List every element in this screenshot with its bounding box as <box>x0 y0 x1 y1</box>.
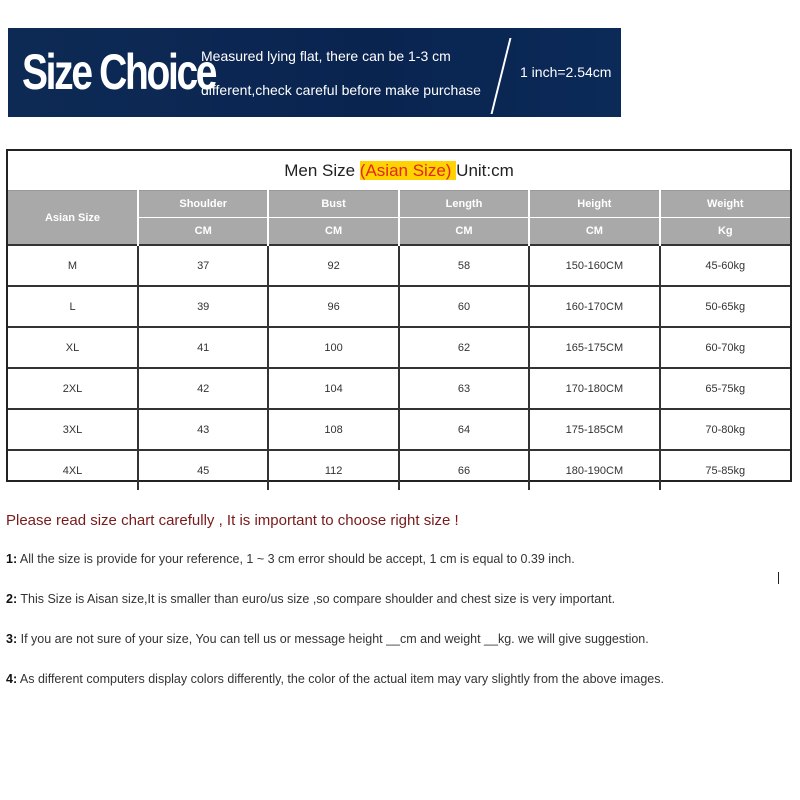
table-row <box>8 368 790 409</box>
cell-size: 4XL <box>8 450 138 490</box>
cell-length: 63 <box>399 368 529 409</box>
unit-shoulder: CM <box>138 218 268 246</box>
cell-size: XL <box>8 327 138 368</box>
cell-weight: 75-85kg <box>660 450 790 490</box>
cell-weight: 70-80kg <box>660 409 790 450</box>
cell-weight: 65-75kg <box>660 368 790 409</box>
cell-bust: 92 <box>268 245 398 286</box>
cell-height: 170-180CM <box>529 368 659 409</box>
cell-weight: 50-65kg <box>660 286 790 327</box>
table-caption <box>8 151 790 191</box>
cell-shoulder: 43 <box>138 409 268 450</box>
cell-shoulder: 45 <box>138 450 268 490</box>
cell-bust: 96 <box>268 286 398 327</box>
cell-size: L <box>8 286 138 327</box>
cell-height: 180-190CM <box>529 450 659 490</box>
table-row <box>8 409 790 450</box>
banner-inch-conversion: 1 inch=2.54cm <box>520 64 612 80</box>
caption-highlight: (Asian Size) <box>359 160 457 180</box>
cell-length: 58 <box>399 245 529 286</box>
header-shoulder: Shoulder <box>138 191 268 218</box>
cell-shoulder: 37 <box>138 245 268 286</box>
cell-height: 160-170CM <box>529 286 659 327</box>
cell-shoulder: 41 <box>138 327 268 368</box>
size-choice-banner <box>8 28 621 117</box>
note-number: 4: <box>6 672 18 686</box>
cell-bust: 112 <box>268 450 398 490</box>
cell-height: 150-160CM <box>529 245 659 286</box>
text-cursor-mark <box>778 572 779 584</box>
header-asian-size: Asian Size <box>8 191 138 246</box>
cell-bust: 100 <box>268 327 398 368</box>
unit-weight: Kg <box>660 218 790 246</box>
note-2 <box>6 592 615 606</box>
note-number: 1: <box>6 552 18 566</box>
note-number: 3: <box>6 632 18 646</box>
unit-bust: CM <box>268 218 398 246</box>
cell-size: M <box>8 245 138 286</box>
table-row <box>8 450 790 490</box>
cell-shoulder: 42 <box>138 368 268 409</box>
note-3 <box>6 632 649 646</box>
cell-shoulder: 39 <box>138 286 268 327</box>
cell-size: 2XL <box>8 368 138 409</box>
header-bust: Bust <box>268 191 398 218</box>
banner-note-line2: different,check careful before make purchase <box>201 82 481 98</box>
size-chart-table <box>6 149 792 482</box>
cell-size: 3XL <box>8 409 138 450</box>
note-1 <box>6 552 575 566</box>
header-weight: Weight <box>660 191 790 218</box>
size-notice: Please read size chart carefully , It is important to choose right size ! <box>6 512 459 529</box>
cell-height: 175-185CM <box>529 409 659 450</box>
table-row <box>8 327 790 368</box>
unit-length: CM <box>399 218 529 246</box>
header-height: Height <box>529 191 659 218</box>
caption-prefix: Men Size <box>284 160 360 180</box>
cell-length: 64 <box>399 409 529 450</box>
cell-weight: 45-60kg <box>660 245 790 286</box>
note-number: 2: <box>6 592 18 606</box>
note-4 <box>6 672 664 686</box>
table-row <box>8 245 790 286</box>
cell-bust: 108 <box>268 409 398 450</box>
note-text: As different computers display colors differently, the color of the actual item may vary slightly from the above images. <box>17 672 664 686</box>
caption-unit: Unit:cm <box>456 160 514 180</box>
cell-length: 60 <box>399 286 529 327</box>
note-text: If you are not sure of your size, You can tell us or message height __cm and weight __kg. we will give suggestion. <box>17 632 649 646</box>
header-length: Length <box>399 191 529 218</box>
cell-weight: 60-70kg <box>660 327 790 368</box>
banner-note-line1: Measured lying flat, there can be 1-3 cm <box>201 48 451 64</box>
cell-bust: 104 <box>268 368 398 409</box>
cell-length: 66 <box>399 450 529 490</box>
banner-title: Size Choice <box>22 44 216 100</box>
note-text: All the size is provide for your reference, 1 ~ 3 cm error should be accept, 1 cm is equal to 0.39 inch. <box>17 552 575 566</box>
note-text: This Size is Aisan size,It is smaller than euro/us size ,so compare shoulder and chest size is very important. <box>17 592 616 606</box>
banner-divider <box>491 38 512 114</box>
cell-length: 62 <box>399 327 529 368</box>
table-row <box>8 286 790 327</box>
unit-height: CM <box>529 218 659 246</box>
cell-height: 165-175CM <box>529 327 659 368</box>
